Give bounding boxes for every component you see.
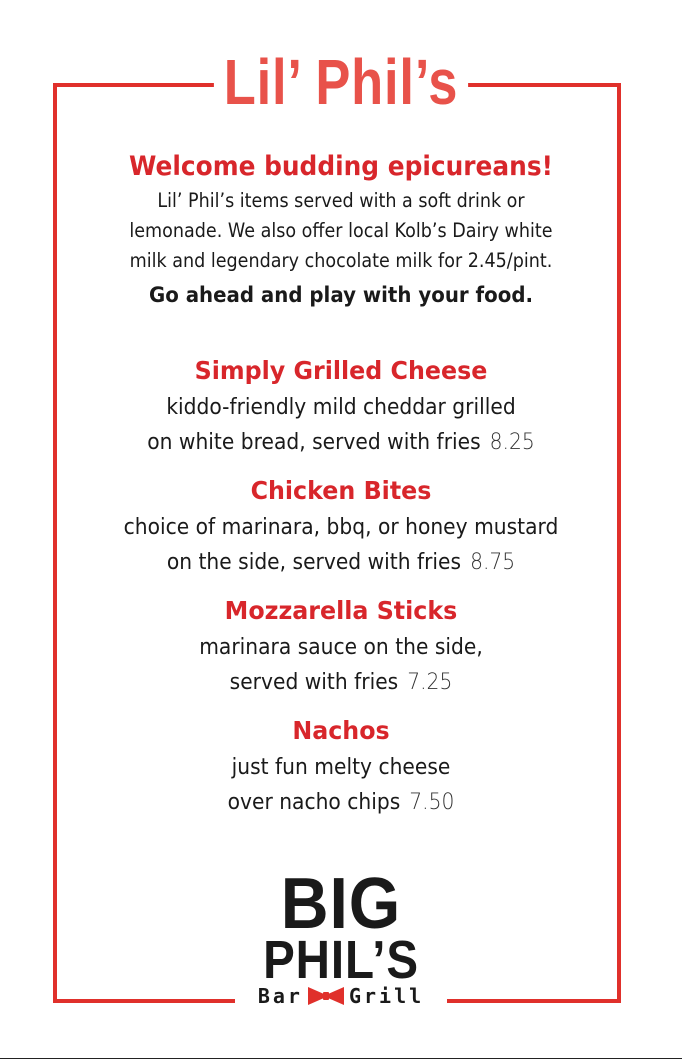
item-desc-line-text: over nacho chips [227,789,401,815]
logo-line-phils: PHIL’S [263,930,419,990]
item-description [34,510,648,580]
intro-text [89,186,593,276]
logo-grill-word: Grill [348,984,425,1008]
logo-bar-word: Bar [257,984,303,1008]
tagline: Go ahead and play with your food. [148,283,534,308]
menu-item-nachos [0,712,682,820]
intro-line: milk and legendary chocolate milk for 2.45/pint. [129,249,553,272]
item-name: Chicken Bites [250,476,432,505]
item-price: 8.75 [470,549,516,575]
item-name: Simply Grilled Cheese [194,356,488,385]
big-phils-logo [235,866,447,1016]
item-desc-line-text: on the side, served with fries [166,549,462,575]
logo-line-big: BIG [280,864,402,944]
item-desc-line [34,785,648,820]
menu-item-mozzarella-sticks [0,592,682,700]
item-name: Mozzarella Sticks [224,596,458,625]
item-price: 7.25 [407,669,453,695]
item-desc-line-text: served with fries [229,669,399,695]
menu-item-chicken-bites [0,472,682,580]
item-desc-line: marinara sauce on the side, [199,634,483,660]
intro-section [0,148,682,312]
item-price: 7.50 [409,789,455,815]
item-desc-line [34,425,648,460]
item-description [34,630,648,700]
item-description [34,750,648,820]
intro-line: Lil’ Phil’s items served with a soft drink or [157,189,525,212]
item-desc-line [34,665,648,700]
item-name: Nachos [292,716,390,745]
item-desc-line: choice of marinara, bbq, or honey mustard [123,514,559,540]
page-bottom-rule [0,1058,682,1059]
item-description [34,390,648,460]
menu-title: Lil’ Phil’s [214,50,468,114]
item-desc-line: just fun melty cheese [231,754,451,780]
menu-item-grilled-cheese [0,352,682,460]
item-price: 8.25 [489,429,535,455]
intro-line: lemonade. We also offer local Kolb’s Dairy white [129,219,553,242]
item-desc-line: kiddo-friendly mild cheddar grilled [166,394,516,420]
welcome-heading: Welcome budding epicureans! [129,151,553,182]
item-desc-line [34,545,648,580]
item-desc-line-text: on white bread, served with fries [147,429,481,455]
title-wrap [0,46,682,118]
menu-items [0,352,682,832]
